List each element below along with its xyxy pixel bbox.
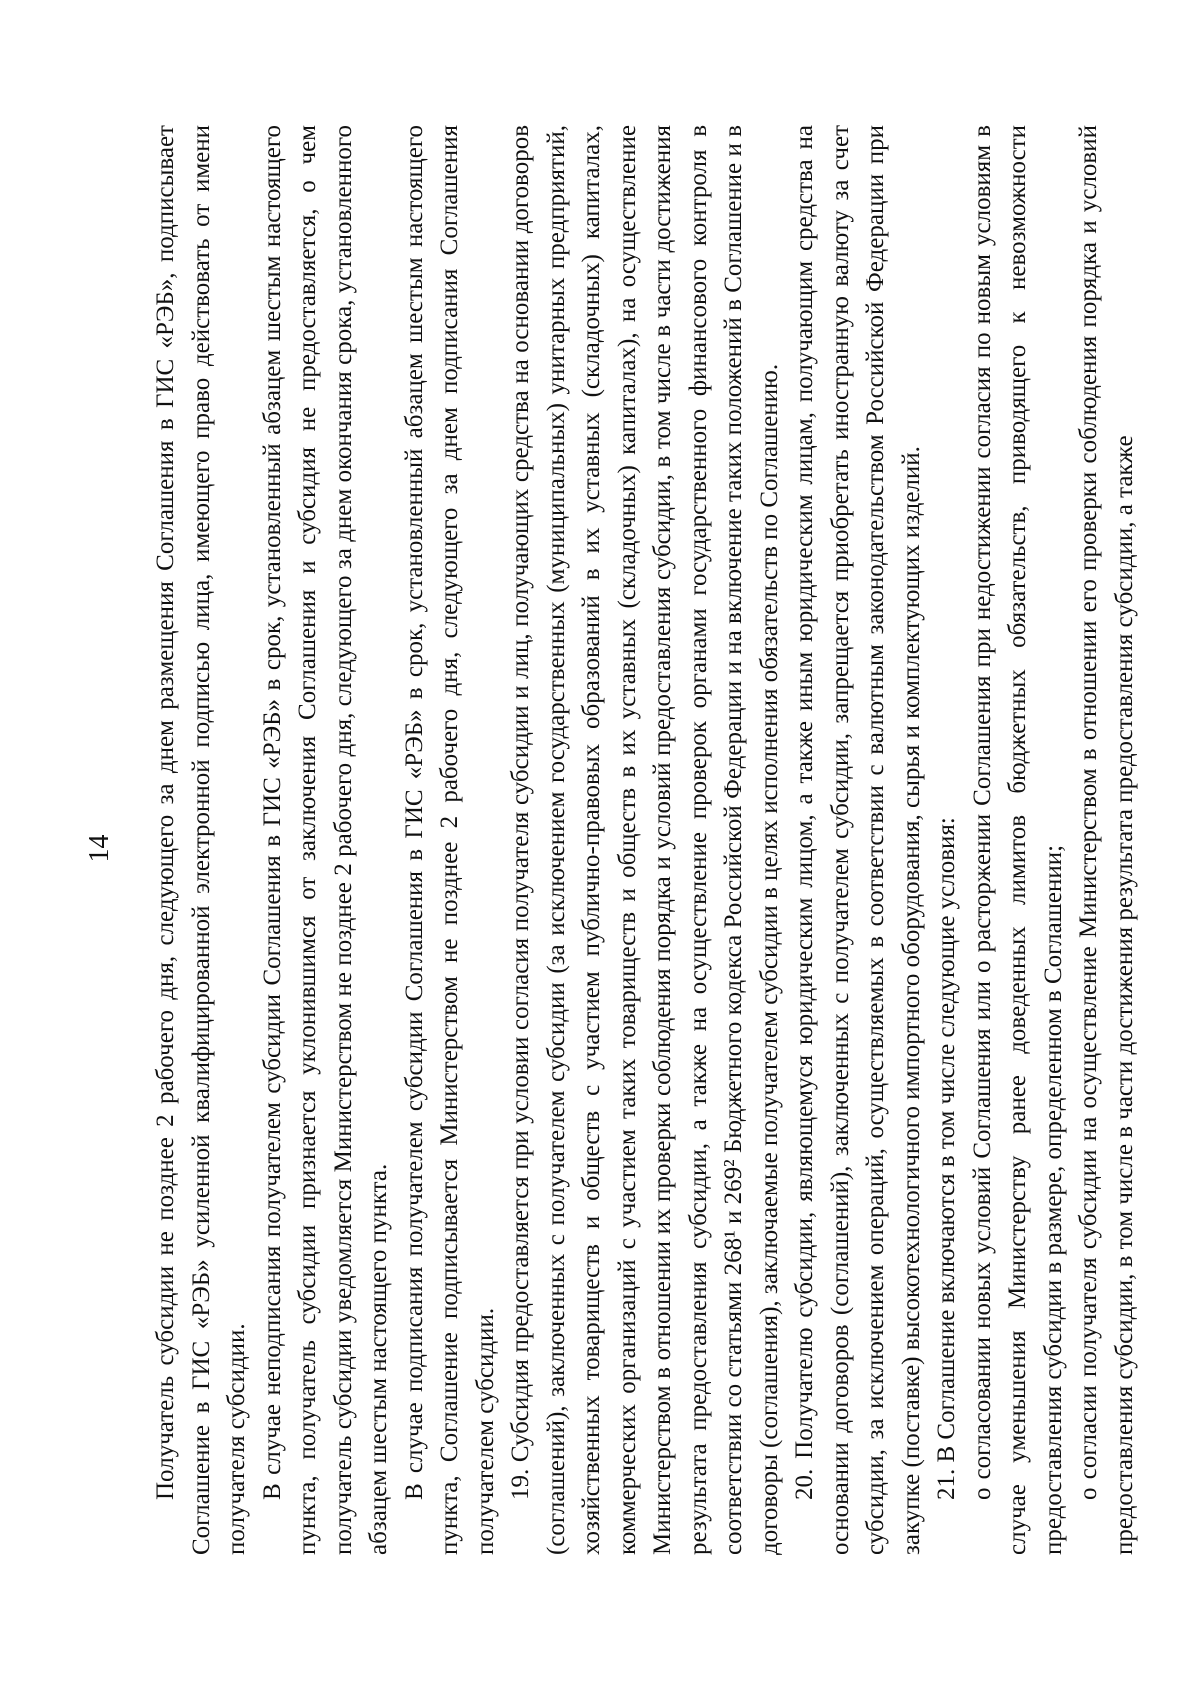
paragraph: В случае подписания получателем субсидии Соглашения в ГИС «РЭБ» в срок, установленный абзацем шестым настоящего пункта, Соглашение подписывается Министерством не позднее 2 рабочего дня, следующего за днем подписания Соглашения получателем субсидии.: [400, 125, 499, 1555]
paragraph: 19. Субсидия предоставляется при условии согласия получателя субсидии и лиц, получающих средства на основании договоров (соглашений), заключенных с получателем субсидии (за исключением государственных (муниципальных) унитарных предприятий, хозяйственных товариществ и обществ с участием публично-правовых образований в их уставных (складочных) капиталах, коммерческих организаций с участием таких товариществ и обществ в их уставных (складочных) капиталах), на осуществление Министерством в отношении их проверки соблюдения порядка и условий предоставления субсидии, в том числе в части достижения результата предоставления субсидии, а также на осуществление проверок органами государственного финансового контроля в соответствии со статьями 268¹ и 269² Бюджетного кодекса Российской Федерации и на включение таких положений в Соглашение и в договоры (соглашения), заключаемые получателем субсидии в целях исполнения обязательств по Соглашению.: [507, 125, 783, 1555]
document-body: [148, 125, 1142, 1555]
paragraph: о согласии получателя субсидии на осуществление Министерством в отношении его проверки соблюдения порядка и условий предоставления субсидии, в том числе в части достижения результата предоставления субсидии, а также: [1075, 125, 1138, 1555]
paragraph: 20. Получателю субсидии, являющемуся юридическим лицом, а также иным юридическим лицам, получающим средства на основании договоров (соглашений), заключенных с получателем субсидии, запрещается приобретать иностранную валюту за счет субсидии, за исключением операций, осуществляемых в соответствии с валютным законодательством Российской Федерации при закупке (поставке) высокотехнологичного импортного оборудования, сырья и комплектующих изделий.: [791, 125, 925, 1555]
page-number: 14: [84, 834, 115, 863]
paragraph: о согласовании новых условий Соглашения или о расторжении Соглашения при недостижении согласия по новым условиям в случае уменьшения Министерству ранее доведенных лимитов бюджетных обязательств, приводящего к невозможности предоставления субсидии в размере, определенном в Соглашении;: [968, 125, 1067, 1555]
paragraph: Получатель субсидии не позднее 2 рабочего дня, следующего за днем размещения Соглашения в ГИС «РЭБ», подписывает Соглашение в ГИС «РЭБ» усиленной квалифицированной электронной подписью лица, имеющего право действовать от имени получателя субсидии.: [152, 125, 250, 1555]
paragraph: В случае неподписания получателем субсидии Соглашения в ГИС «РЭБ» в срок, установленный абзацем шестым настоящего пункта, получатель субсидии признается уклонившимся от заключения Соглашения и субсидия не предоставляется, о чем получатель субсидии уведомляется Министерством не позднее 2 рабочего дня, следующего за днем окончания срока, установленного абзацем шестым настоящего пункта.: [258, 125, 392, 1555]
paragraph: 21. В Соглашение включаются в том числе следующие условия:: [933, 817, 960, 1500]
